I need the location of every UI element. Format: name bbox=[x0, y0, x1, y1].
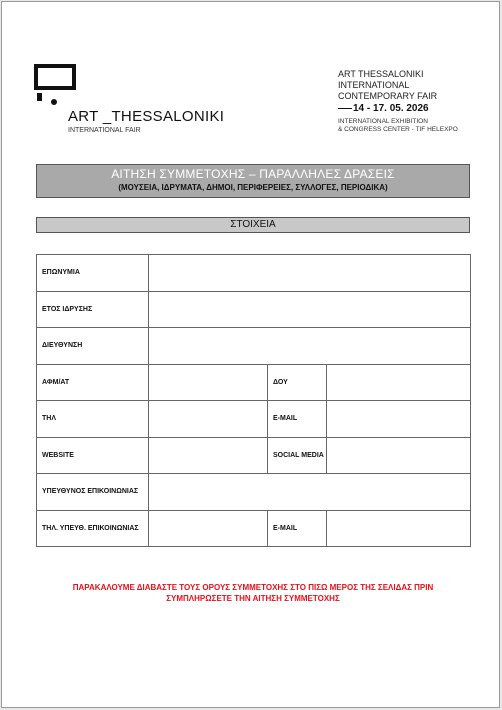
table-row bbox=[37, 437, 471, 474]
fair-info bbox=[338, 69, 478, 134]
terms-notice bbox=[36, 582, 470, 604]
section-heading: ΣΤΟΙΧΕΙΑ bbox=[36, 217, 470, 233]
label-afm: ΑΦΜ/ΑΤ bbox=[37, 364, 149, 401]
label-website: WEBSITE bbox=[37, 437, 149, 474]
dieuthynsi-field[interactable] bbox=[149, 328, 471, 365]
ypeythynos-field[interactable] bbox=[149, 474, 471, 511]
fair-line-2: INTERNATIONAL bbox=[338, 80, 410, 90]
brand-subtitle: INTERNATIONAL FAIR bbox=[68, 127, 141, 134]
form-title: ΑΙΤΗΣΗ ΣΥΜΜΕΤΟΧΗΣ – ΠΑΡΑΛΛΗΛΕΣ ΔΡΑΣΕΙΣ bbox=[111, 167, 395, 181]
table-row bbox=[37, 364, 471, 401]
label-email-2: E-MAIL bbox=[268, 510, 327, 547]
fair-dates: 14 - 17. 05. 2026 bbox=[353, 103, 429, 114]
etos-idrysis-field[interactable] bbox=[149, 291, 471, 328]
fair-line-1: ART THESSALONIKI bbox=[338, 69, 424, 79]
table-row bbox=[37, 474, 471, 511]
label-eponymia: ΕΠΩΝΥΜΙΑ bbox=[37, 255, 149, 292]
logo-stem bbox=[37, 93, 42, 101]
email-field[interactable] bbox=[327, 401, 471, 438]
form-title-band bbox=[36, 164, 470, 198]
brand-name: ART _THESSALONIKI bbox=[68, 108, 225, 125]
notice-line-2: ΣΥΜΠΛΗΡΩΣΕΤΕ ΤΗΝ ΑΙΤΗΣΗ ΣΥΜΜΕΤΟΧΗΣ bbox=[166, 594, 340, 603]
label-ypeythynos: ΥΠΕΥΘΥΝΟΣ ΕΠΙΚΟΙΝΩΝΙΑΣ bbox=[37, 474, 149, 511]
website-field[interactable] bbox=[149, 437, 268, 474]
header-banner bbox=[34, 64, 470, 136]
afm-field[interactable] bbox=[149, 364, 268, 401]
label-dieuthynsi: ΔΙΕΥΘΥΝΣΗ bbox=[37, 328, 149, 365]
application-form-table bbox=[36, 254, 471, 547]
fair-dates-line bbox=[338, 103, 478, 115]
venue-line-1: INTERNATIONAL EXHIBITION bbox=[338, 118, 428, 125]
label-til: ΤΗΛ bbox=[37, 401, 149, 438]
table-row bbox=[37, 510, 471, 547]
doy-field[interactable] bbox=[327, 364, 471, 401]
til-ypeythynou-field[interactable] bbox=[149, 510, 268, 547]
dates-underline bbox=[338, 108, 352, 109]
label-email: E-MAIL bbox=[268, 401, 327, 438]
social-media-field[interactable] bbox=[327, 437, 471, 474]
eponymia-field[interactable] bbox=[149, 255, 471, 292]
venue-line-2: & CONGRESS CENTER - TIF HELEXPO bbox=[338, 126, 458, 133]
table-row bbox=[37, 401, 471, 438]
venue-info bbox=[338, 118, 478, 134]
table-row bbox=[37, 255, 471, 292]
document-page bbox=[1, 1, 500, 708]
label-social-media: SOCIAL MEDIA bbox=[268, 437, 327, 474]
logo-dot bbox=[51, 99, 57, 105]
notice-line-1: ΠΑΡΑΚΑΛΟΥΜΕ ΔΙΑΒΑΣΤΕ ΤΟΥΣ ΟΡΟΥΣ ΣΥΜΜΕΤΟΧΗΣ ΣΤΟ ΠΙΣΩ ΜΕΡΟΣ ΤΗΣ ΣΕΛΙΔΑΣ ΠΡΙΝ bbox=[72, 583, 434, 592]
art-thessaloniki-logo-icon bbox=[34, 64, 76, 90]
form-subtitle: (ΜΟΥΣΕΙΑ, ΙΔΡΥΜΑΤΑ, ΔΗΜΟΙ, ΠΕΡΙΦΕΡΕΙΕΣ, ΣΥΛΛΟΓΕΣ, ΠΕΡΙΟΔΙΚΑ) bbox=[118, 183, 388, 192]
til-field[interactable] bbox=[149, 401, 268, 438]
label-til-ypeythynou: ΤΗΛ. ΥΠΕΥΘ. ΕΠΙΚΟΙΝΩΝΙΑΣ bbox=[37, 510, 149, 547]
label-etos-idrysis: ΕΤΟΣ ΙΔΡΥΣΗΣ bbox=[37, 291, 149, 328]
table-row bbox=[37, 291, 471, 328]
fair-line-3: CONTEMPORARY FAIR bbox=[338, 91, 438, 101]
table-row bbox=[37, 328, 471, 365]
label-doy: ΔΟΥ bbox=[268, 364, 327, 401]
email-2-field[interactable] bbox=[327, 510, 471, 547]
